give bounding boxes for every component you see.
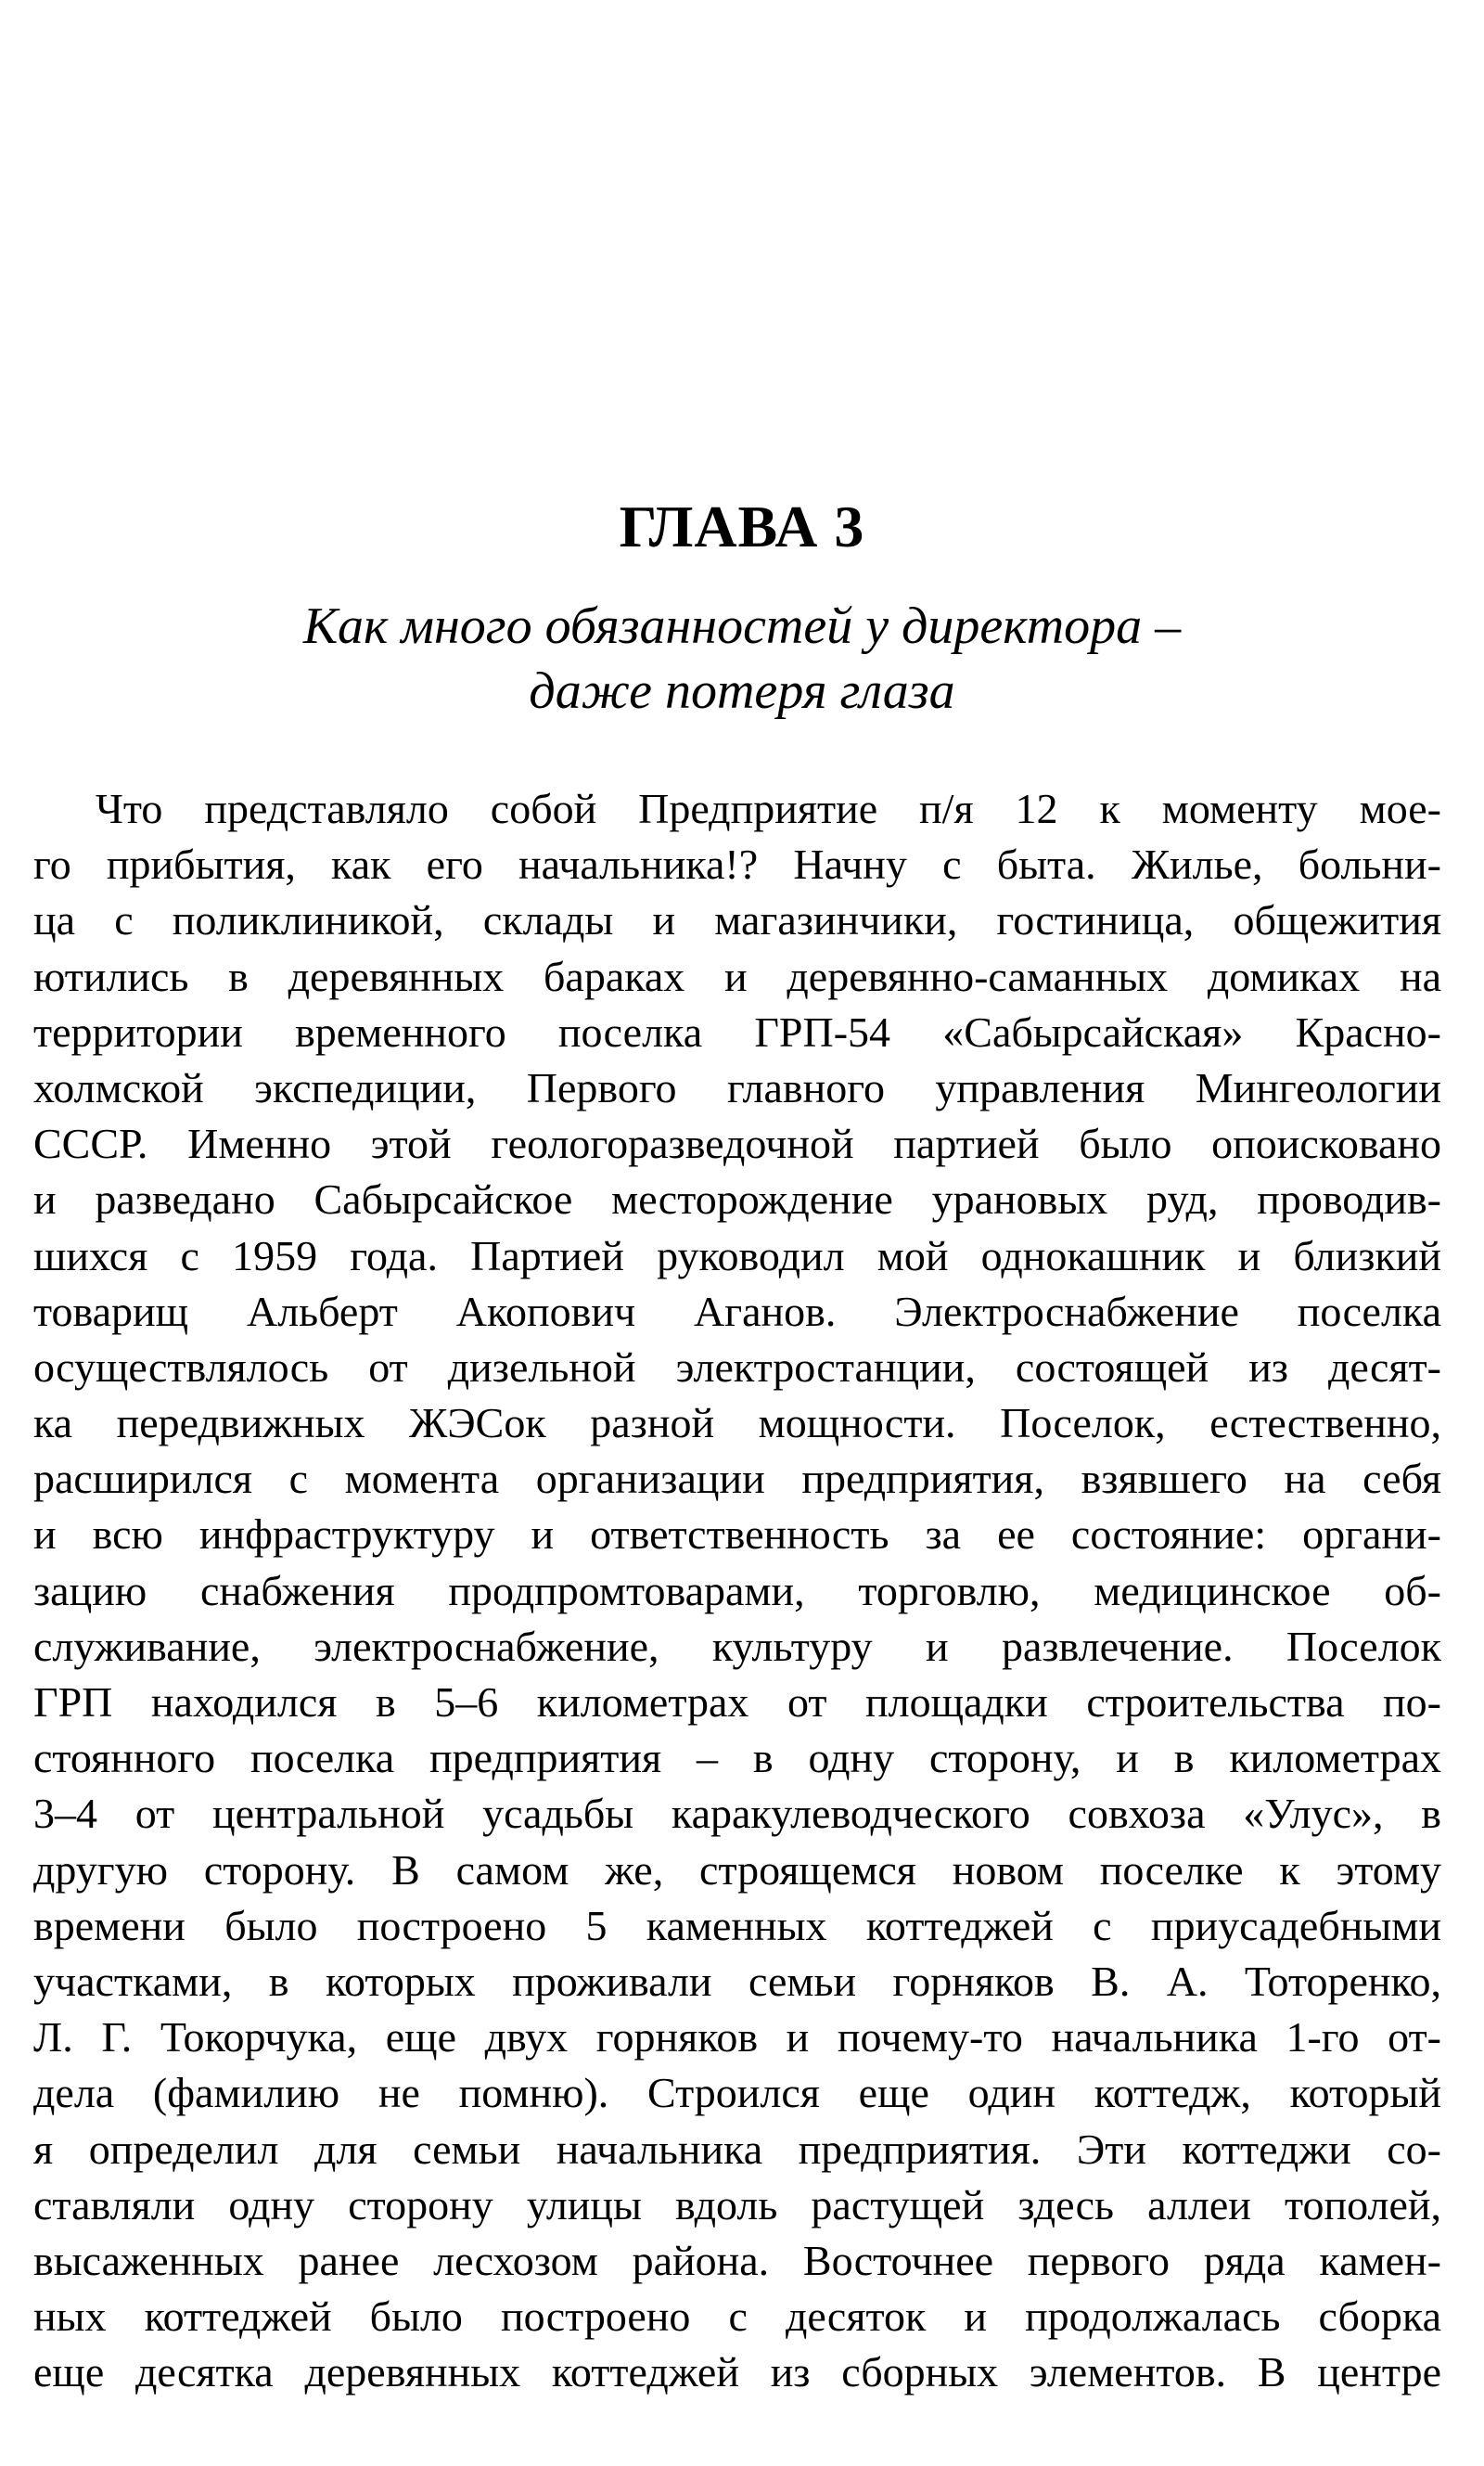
text-line: и всю инфраструктуру и ответственность за ее состояние: органи- <box>33 1510 1441 1559</box>
text-line: высаженных ранее лесхозом района. Восточнее первого ряда камен- <box>33 2236 1441 2284</box>
text-line: ютились в деревянных бараках и деревянно-саманных домиках на <box>33 952 1441 1000</box>
text-line: и разведано Сабырсайское месторождение урановых руд, проводив- <box>33 1175 1441 1224</box>
text-line: еще десятка деревянных коттеджей из сборных элементов. В центре <box>33 2348 1441 2396</box>
chapter-heading: ГЛАВА 3 <box>619 494 865 559</box>
text-line: участками, в которых проживали семьи горняков В. А. Тоторенко, <box>33 1957 1441 2005</box>
text-line: СССР. Именно этой геологоразведочной партией было опоисковано <box>33 1120 1441 1168</box>
text-line: территории временного поселка ГРП-54 «Сабырсайская» Красно- <box>33 1008 1441 1056</box>
text-line: зацию снабжения продпромтоварами, торговлю, медицинское об- <box>33 1566 1441 1614</box>
text-line: осуществлялось от дизельной электростанции, состоящей из десят- <box>33 1342 1441 1391</box>
text-line: другую сторону. В самом же, строящемся новом поселке к этому <box>33 1845 1441 1894</box>
text-line: ставляли одну сторону улицы вдоль растущей здесь аллеи тополей, <box>33 2180 1441 2228</box>
text-line: го прибытия, как его начальника!? Начну с быта. Жилье, больни- <box>33 841 1441 889</box>
text-line: времени было построено 5 каменных коттеджей с приусадебными <box>33 1901 1441 1949</box>
text-line: ца с поликлиникой, склады и магазинчики, гостиница, общежития <box>33 896 1441 944</box>
chapter-subtitle <box>0 594 1484 724</box>
text-line: холмской экспедиции, Первого главного управления Мингеологии <box>33 1063 1441 1111</box>
chapter-subtitle-line: даже потеря глаза <box>529 662 955 720</box>
text-line: стоянного поселка предприятия – в одну сторону, и в километрах <box>33 1734 1441 1782</box>
text-line: служивание, электроснабжение, культуру и развлечение. Поселок <box>33 1622 1441 1670</box>
text-line: я определил для семьи начальника предприятия. Эти коттеджи со- <box>33 2125 1441 2173</box>
body-text <box>33 781 1441 2400</box>
text-line: расширился с момента организации предприятия, взявшего на себя <box>33 1455 1441 1503</box>
text-line: дела (фамилию не помню). Строился еще один коттедж, который <box>33 2069 1441 2117</box>
chapter-subtitle-line: Как много обязанностей у директора – <box>302 597 1182 655</box>
text-line: ных коттеджей было построено с десяток и продолжалась сборка <box>33 2293 1441 2341</box>
text-line: Л. Г. Токорчука, еще двух горняков и почему-то начальника 1-го от- <box>33 2013 1441 2061</box>
text-line: шихся с 1959 года. Партией руководил мой однокашник и близкий <box>33 1231 1441 1279</box>
text-line: ГРП находился в 5–6 километрах от площадки строительства по- <box>33 1678 1441 1726</box>
text-line: Что представляло собой Предприятие п/я 12 к моменту мое- <box>96 785 1441 832</box>
text-line: 3–4 от центральной усадьбы каракулеводческого совхоза «Улус», в <box>33 1790 1441 1838</box>
text-line: товарищ Альберт Акопович Аганов. Электроснабжение поселка <box>33 1287 1441 1335</box>
text-line: ка передвижных ЖЭСок разной мощности. Поселок, естественно, <box>33 1399 1441 1447</box>
